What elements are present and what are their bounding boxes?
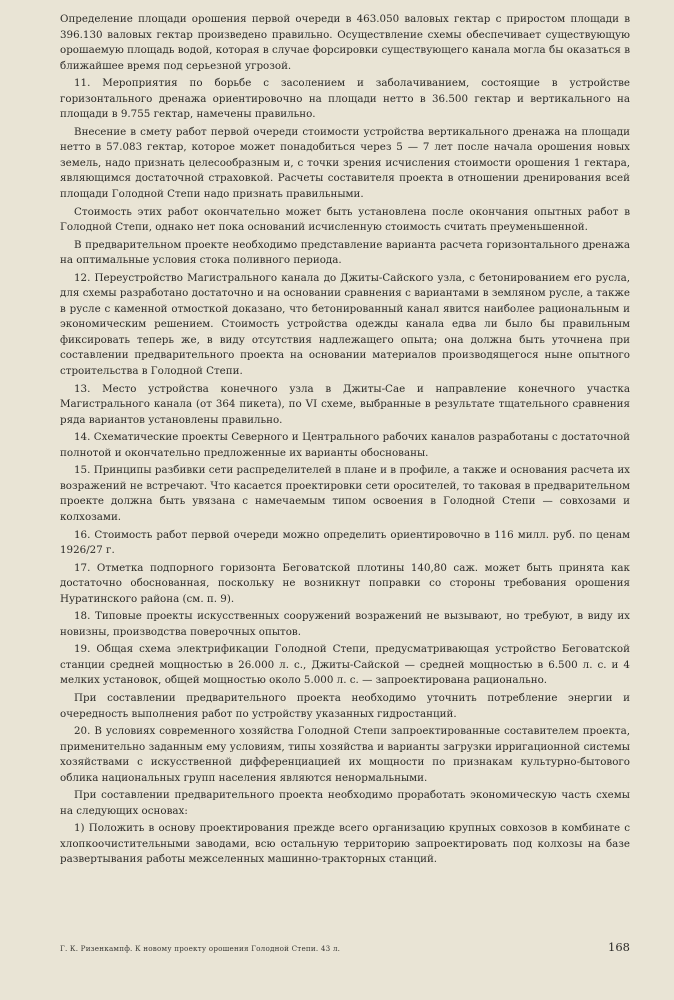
paragraph-economic-basis: При составлении предварительного проекта необходимо проработать экономическую часть схемы на следующих основах:: [60, 789, 630, 817]
paragraph-14-working-canals: 14. Схематические проекты Северного и Центрального рабочих каналов разработаны с достаточной полнотой и окончательно предложенные их варианты обоснованы.: [60, 431, 630, 459]
paragraph-17-dam-level: 17. Отметка подпорного горизонта Беговатской плотины 140,80 саж. может быть принята как достаточно обоснованная, поскольку не возникнут поправки со стороны требования орошения Нуратинского района (см. п. 9).: [60, 561, 630, 605]
paragraph-13-end-node: 13. Место устройства конечного узла в Джиты-Сае и направление конечного участка Магистрального канала (от 364 пикета), по VI схеме, выбранные в результате тщательного сравнения ряда вариантов установлены правильно.: [60, 382, 630, 426]
footer-caption: Г. К. Ризенкампф. К новому проекту орошения Голодной Степи. 43 л.: [60, 944, 341, 953]
paragraph-19-electrification: 19. Общая схема электрификации Голодной Степи, предусматривающая устройство Беговатской станции средней мощностью в 26.000 л. с., Джиты-Сайской — средней мощностью в 6.500 л. с. и 4 мелких установок, общей мощностью около 5.000 л. с. — запроектирована рационально.: [60, 643, 630, 687]
paragraph-horizontal-drainage-variant: В предварительном проекте необходимо представление варианта расчета горизонтального дренажа на оптимальные условия стока поливного периода.: [60, 238, 630, 267]
paragraph-energy-consumption: При составлении предварительного проекта необходимо уточнить потребление энергии и очередность выполнения работ по устройству указанных гидростанций.: [60, 691, 630, 720]
paragraph-20-economy: 20. В условиях современного хозяйства Голодной Степи запроектированные составителем проекта, применительно заданным ему условиям, типы хозяйства и варианты загрузки ирригационной системы хозяйствами с искусственной дифференциацией их мощности по признакам культурно-бытового облика национальных групп населения являются ненормальными.: [60, 725, 630, 784]
paragraph-18-standard-designs: 18. Типовые проекты искусственных сооружений возражений не вызывают, но требуют, в виду их новизны, производства поверочных опытов.: [60, 610, 630, 638]
paragraph-drainage-cost: Стоимость этих работ окончательно может быть установлена после окончания опытных работ в Голодной Степи, однако нет пока оснований исчисленную стоимость считать преуменьшенной.: [60, 205, 630, 234]
page-footer: [60, 940, 630, 954]
paragraph-irrigation-area: Определение площади орошения первой очереди в 463.050 валовых гектар с приростом площади в 396.130 валовых гектар произведено правильно. Осуществление схемы обеспечивает существующую орошаемую площадь водой, которая в случае форсировки существующего канала могла бы оказаться в ближайшее время под серьезной угрозой.: [60, 13, 630, 72]
paragraph-11-drainage: 11. Мероприятия по борьбе с засолением и заболачиванием, состоящие в устройстве горизонтального дренажа ориентировочно на площади нетто в 36.500 гектар и вертикального на площади в 9.755 гектар, намечены правильно.: [60, 77, 630, 121]
paragraph-12-main-canal: 12. Переустройство Магистрального канала до Джиты-Сайского узла, с бетонированием его русла, для схемы разработано достаточно и на основании сравнения с вариантами в земляном русле, а также в русле с каменной отмосткой доказано, что бетонированный канал явится наиболее рациональным и экономическим решением. Стоимость устройства одежды канала едва ли было бы правильным фиксировать теперь же, в виду отсутствия надлежащего опыта; она должна быть уточнена при составлении предварительного проекта на основании материалов производящегося ныне опытного строительства в Голодной Степи.: [60, 271, 630, 378]
body-text: [60, 12, 630, 868]
paragraph-vertical-drainage-estimate: Внесение в смету работ первой очереди стоимости устройства вертикального дренажа на площади нетто в 57.083 гектар, которое может понадобиться через 5 — 7 лет после начала орошения новых земель, надо признать целесообразным и, с точки зрения исчисления стоимости орошения 1 гектара, являющимся достаточной страховкой. Расчеты составителя проекта в отношении дренирования всей площади Голодной Степи надо признать правильными.: [60, 125, 630, 201]
paragraph-item-1-state-farms: 1) Положить в основу проектирования прежде всего организацию крупных совхозов в комбинате с хлопкоочистительными заводами, всю остальную территорию запроектировать под колхозы на базе развертывания работы межселенных машинно-тракторных станций.: [60, 822, 630, 866]
page-number: 168: [608, 940, 630, 954]
paragraph-15-distribution-network: 15. Принципы разбивки сети распределителей в плане и в профиле, а также и основания расчета их возражений не встречают. Что касается проектировки сети оросителей, то таковая в предварительном проекте должна быть увязана с намечаемым типом освоения в Голодной Степи — совхозами и колхозами.: [60, 464, 630, 523]
paragraph-16-cost: 16. Стоимость работ первой очереди можно определить ориентировочно в 116 милл. руб. по ценам 1926/27 г.: [60, 528, 630, 557]
